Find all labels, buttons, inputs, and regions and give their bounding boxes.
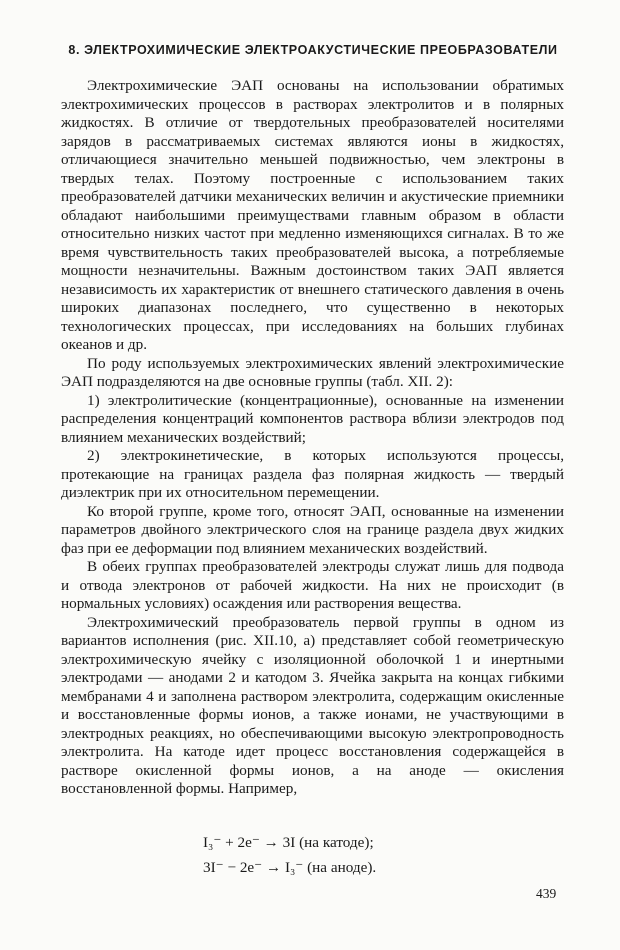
paragraph-second-group: Ко второй группе, кроме того, относят ЭАП, основанные на изменении параметров двойного электрического слоя на границе раздела двух жидких фаз при ее деформации под влиянием механических воздействий. [61, 502, 564, 557]
body-text [61, 77, 564, 799]
paragraph-electrodes: В обеих группах преобразователей электроды служат лишь для подвода и отвода электронов от рабочей жидкости. На них не происходит (в нормальных условиях) осаждения или растворения вещества. [61, 558, 564, 612]
paragraph-group-2: 2) электрокинетические, в которых используются процессы, протекающие на границах раздела фаз полярная жидкость — твердый диэлектрик при их относительном перемещении. [61, 447, 564, 501]
paragraph-group-1: 1) электролитические (концентрационные), основанные на изменении распределения концентраций компонентов раствора вблизи электродов под влиянием механических воздействий; [61, 391, 564, 446]
page-number: 439 [536, 886, 557, 901]
section-heading: 8. ЭЛЕКТРОХИМИЧЕСКИЕ ЭЛЕКТРОАКУСТИЧЕСКИЕ ПРЕОБРАЗОВАТЕЛИ [68, 43, 558, 57]
paragraph-groups: По роду используемых электрохимических явлений электрохимические ЭАП подразделяются на две основные группы (табл. XII. 2): [61, 354, 564, 390]
paragraph-intro: Электрохимические ЭАП основаны на использовании обратимых электрохимических процессов в растворах электролитов и в полярных жидкостях. В отличие от твердотельных преобразователей носителями зарядов в рассматриваемых системах являются ионы в жидкостях, отличающиеся значительно меньшей подвижностью, чем электроны в твердых телах. Поэтому построенные с использованием таких преобразователей датчики механических величин и акустические приемники обладают наибольшими преимуществами главным образом в области относительно низких частот при медленно изменяющихся сигналах. В то же время чувствительность таких преобразователей высока, а потребляемые мощности незначительны. Важным достоинством таких ЭАП является независимость их характеристик от внешнего статического давления в очень широких диапазонах последнего, что существенно в некоторых технологических процессах, при исследованиях на больших глубинах океанов и др. [61, 77, 564, 353]
formula-anode: 3I⁻ − 2e⁻ → I₃⁻ (на аноде). [203, 859, 377, 876]
formula-block [203, 830, 463, 880]
paragraph-first-group-cell: Электрохимический преобразователь первой группы в одном из вариантов исполнения (рис. XII.10, а) представляет собой геометрическую электрохимическую ячейку с изоляционной оболочкой 1 и инертными электродами — анодами 2 и катодом 3. Ячейка закрыта на концах гибкими мембранами 4 и заполнена раствором электролита, содержащим окисленные и восстановленные формы ионов, а также ионами, не участвующими в электродных реакциях, но обеспечивающими высокую электропроводность электролита. На катоде идет процесс восстановления содержащейся в растворе окисленной формы ионов, а на аноде — окисления восстановленной формы. Например, [61, 613, 564, 797]
formula-cathode: I₃⁻ + 2e⁻ → 3I (на катоде); [203, 834, 374, 851]
